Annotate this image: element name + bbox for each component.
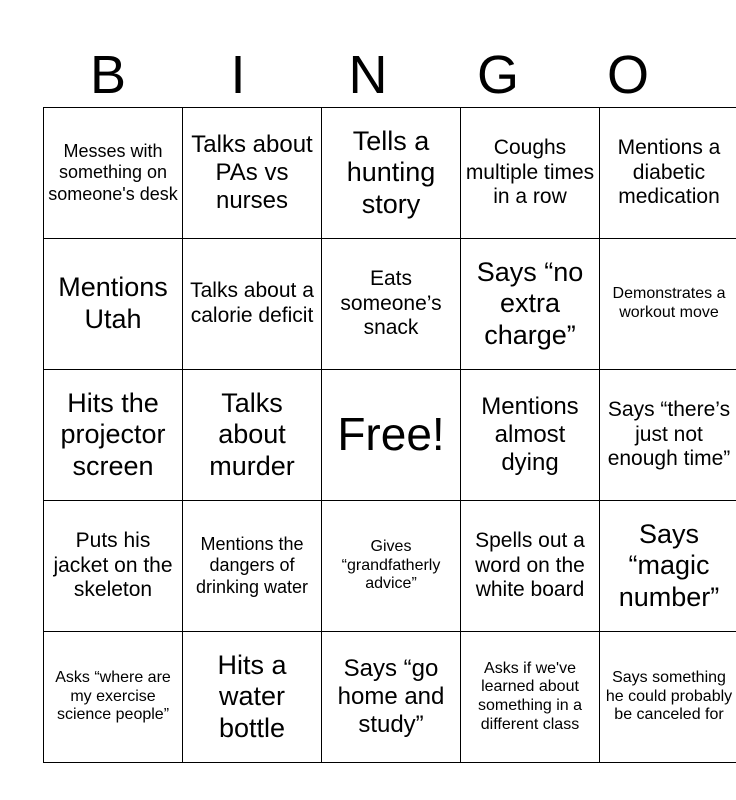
header-letter-b: B (89, 45, 127, 105)
bingo-grid (43, 107, 736, 763)
bingo-cell[interactable]: Mentions almost dying (461, 370, 600, 501)
bingo-cell[interactable]: Says “magic number” (600, 501, 736, 632)
bingo-cell[interactable]: Says “no extra charge” (461, 239, 600, 370)
bingo-cell[interactable]: Eats someone’s snack (322, 239, 461, 370)
bingo-cell[interactable]: Says “there’s just not enough time” (600, 370, 736, 501)
header-letter-n: N (348, 45, 388, 105)
bingo-cell[interactable]: Tells a hunting story (322, 108, 461, 239)
free-space-cell[interactable]: Free! (322, 370, 461, 501)
header-letter-i: I (230, 45, 246, 105)
header-letter-g: G (476, 45, 519, 105)
bingo-cell[interactable]: Asks “where are my exercise science people” (44, 632, 183, 763)
bingo-cell[interactable]: Mentions a diabetic medication (600, 108, 736, 239)
bingo-cell[interactable]: Coughs multiple times in a row (461, 108, 600, 239)
bingo-cell[interactable]: Hits the projector screen (44, 370, 183, 501)
bingo-cell[interactable]: Talks about a calorie deficit (183, 239, 322, 370)
bingo-cell[interactable]: Demonstrates a workout move (600, 239, 736, 370)
bingo-row (44, 632, 736, 763)
bingo-cell[interactable]: Hits a water bottle (183, 632, 322, 763)
bingo-cell[interactable]: Says “go home and study” (322, 632, 461, 763)
bingo-cell[interactable]: Talks about murder (183, 370, 322, 501)
bingo-row (44, 239, 736, 370)
bingo-cell[interactable]: Says something he could probably be canceled for (600, 632, 736, 763)
bingo-cell[interactable]: Puts his jacket on the skeleton (44, 501, 183, 632)
bingo-row (44, 501, 736, 632)
bingo-cell[interactable]: Messes with something on someone's desk (44, 108, 183, 239)
bingo-header (43, 44, 693, 106)
bingo-cell[interactable]: Talks about PAs vs nurses (183, 108, 322, 239)
header-letter-o: O (606, 45, 649, 105)
bingo-cell[interactable]: Spells out a word on the white board (461, 501, 600, 632)
bingo-cell[interactable]: Asks if we've learned about something in a different class (461, 632, 600, 763)
bingo-cell[interactable]: Mentions Utah (44, 239, 183, 370)
bingo-cell[interactable]: Mentions the dangers of drinking water (183, 501, 322, 632)
bingo-cell[interactable]: Gives “grandfatherly advice” (322, 501, 461, 632)
bingo-row (44, 370, 736, 501)
bingo-row (44, 108, 736, 239)
